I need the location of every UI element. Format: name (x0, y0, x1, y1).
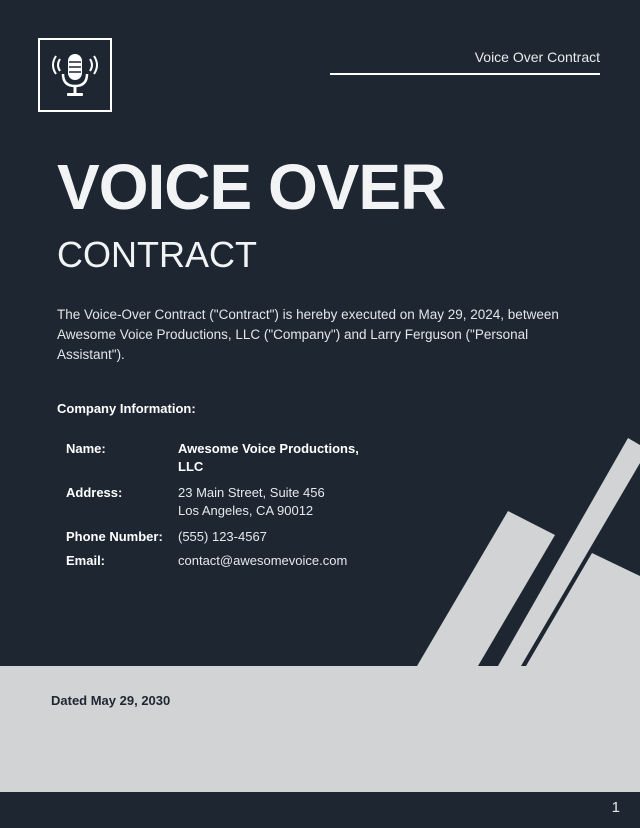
phone-value: (555) 123-4567 (178, 529, 267, 544)
email-value: contact@awesomevoice.com (178, 553, 348, 568)
address-line-1: 23 Main Street, Suite 456 (178, 485, 325, 500)
page-subtitle: CONTRACT (57, 234, 257, 275)
page-number: 1 (611, 799, 620, 816)
phone-label: Phone Number: (66, 529, 163, 544)
company-info-heading: Company Information: (57, 401, 196, 416)
address-label: Address: (66, 485, 123, 500)
company-name-value: Awesome Voice Productions, LLC (178, 441, 359, 474)
name-label: Name: (66, 441, 106, 456)
footer-band (0, 666, 640, 792)
header-label: Voice Over Contract (474, 49, 600, 65)
dated-label: Dated May 29, 2030 (51, 693, 171, 708)
email-label: Email: (66, 553, 106, 568)
address-line-2: Los Angeles, CA 90012 (178, 503, 314, 518)
intro-paragraph: The Voice-Over Contract ("Contract") is hereby executed on May 29, 2024, between Awesome Voice Productions, LLC ("Company") and Larry Ferguson ("Personal Assistant"). (57, 307, 559, 362)
page-title: VOICE OVER (57, 151, 446, 223)
